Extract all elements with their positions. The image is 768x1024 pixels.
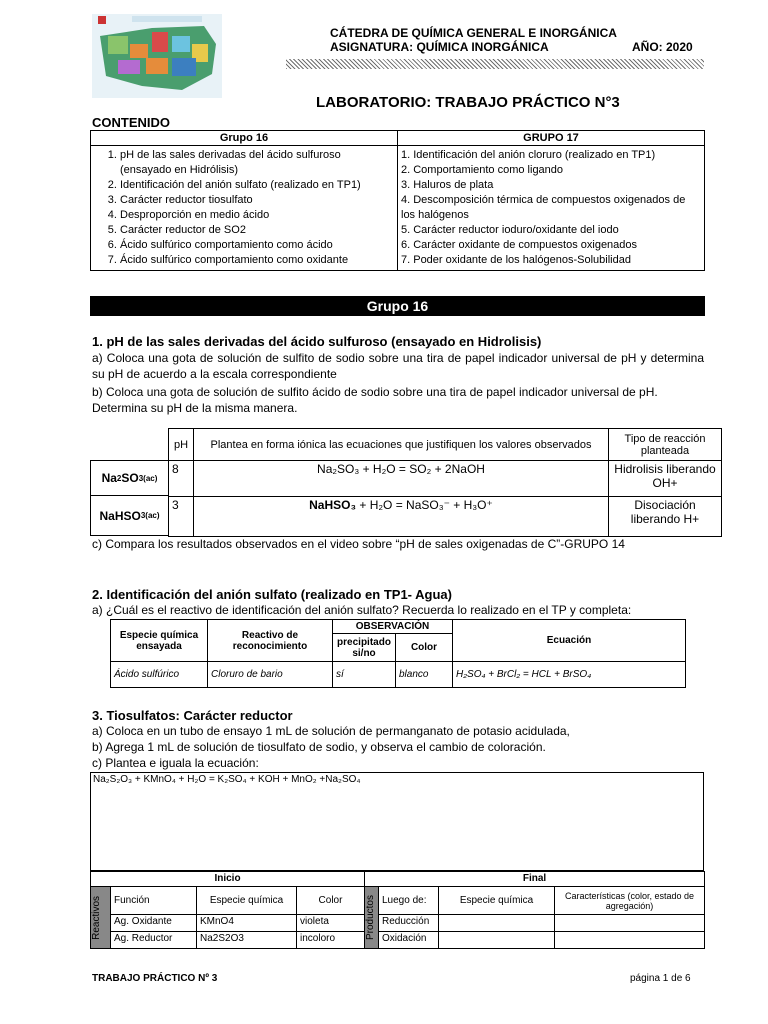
th-color: Color xyxy=(396,634,453,662)
list-item: 3. Carácter reductor tiosulfato xyxy=(120,193,394,208)
reactivos-label: Reactivos xyxy=(91,895,102,940)
th-color-inicio: Color xyxy=(297,887,365,915)
s3-a: a) Coloca en un tubo de ensayo 1 mL de solución de permanganato de potasio acidulada, xyxy=(92,724,570,738)
ph-table xyxy=(168,428,722,537)
r1-tipo: Hidrolisis liberando OH+ xyxy=(609,461,722,497)
r1-ph: 8 xyxy=(169,461,194,497)
s3-title: 3. Tiosulfatos: Carácter reductor xyxy=(92,708,293,723)
row-label-na2so3: Na 2 SO 3(ac) xyxy=(90,460,168,496)
page-title: LABORATORIO: TRABAJO PRÁCTICO N°3 xyxy=(316,94,620,111)
r2-especie: Na2S2O3 xyxy=(197,932,297,949)
list-item: 2. Identificación del anión sulfato (realizado en TP1) xyxy=(120,178,394,193)
th-tipo: Tipo de reacción planteada xyxy=(609,429,722,461)
th-eq: Plantea en forma iónica las ecuaciones que justifiquen los valores observados xyxy=(194,429,609,461)
footer-page: página 1 de 6 xyxy=(630,973,691,984)
r2-tipo: Disociación liberando H+ xyxy=(609,497,722,537)
th-caracteristicas: Características (color, estado de agregación) xyxy=(555,887,705,915)
sulfato-table xyxy=(110,619,686,688)
r2-eq xyxy=(194,497,609,537)
r1-color: violeta xyxy=(297,915,365,932)
g16-header: Grupo 16 xyxy=(91,131,398,146)
list-item: 2. Comportamiento como ligando xyxy=(401,164,564,176)
equation-text: Na₂S₂O₃ + KMnO₄ + H₂O = K₂SO₄ + KOH + MnO₂ +Na₂SO₄ xyxy=(93,774,361,785)
r2-eq-rest: + H₂O = NaSO₃⁻ + H₃O⁺ xyxy=(356,498,493,512)
contenido-label: CONTENIDO xyxy=(92,115,170,130)
r2-eq-bold: NaHSO₃ xyxy=(309,498,357,512)
th-obs: OBSERVACIÓN xyxy=(333,620,453,634)
row-label-nahso3: NaHSO 3(ac) xyxy=(90,496,168,536)
th-especie-final: Especie química xyxy=(439,887,555,915)
final-header: Final xyxy=(365,872,705,887)
r2-caracteristicas[interactable] xyxy=(555,932,705,949)
r2-especie-final[interactable] xyxy=(439,932,555,949)
list-item: 7. Ácido sulfúrico comportamiento como oxidante xyxy=(120,253,394,268)
g17-list xyxy=(398,146,705,271)
decorative-divider xyxy=(286,59,704,69)
s3-c: c) Plantea e iguala la ecuación: xyxy=(92,756,259,770)
equation-box[interactable] xyxy=(90,772,704,871)
list-item: 6. Carácter oxidante de compuestos oxigenados xyxy=(401,239,638,251)
r2-luego: Oxidación xyxy=(379,932,439,949)
s2-a: a) ¿Cuál es el reactivo de identificación del anión sulfato? Recuerda lo realizado en el TP y completa: xyxy=(92,603,632,617)
r1-funcion: Ag. Oxidante xyxy=(111,915,197,932)
list-item: 7. Poder oxidante de los halógenos-Solubilidad xyxy=(401,254,631,266)
list-item: 5. Carácter reductor ioduro/oxidante del iodo xyxy=(401,224,619,236)
productos-cell xyxy=(365,887,379,949)
g16-list xyxy=(94,148,394,268)
th-funcion: Función xyxy=(111,887,197,915)
row-color: blanco xyxy=(396,662,453,688)
s1-b: b) Coloca una gota de solución de sulfito ácido de sodio sobre una tira de papel indicador universal de pH. Determina su pH de la misma manera. xyxy=(92,385,658,415)
inicio-header: Inicio xyxy=(91,872,365,887)
header-year: AÑO: 2020 xyxy=(632,40,693,54)
list-item: 1. pH de las sales derivadas del ácido sulfuroso (ensayado en Hidrólisis) xyxy=(120,148,394,178)
list-item: 1. Identificación del anión cloruro (realizado en TP1) xyxy=(401,149,656,161)
th-ecuacion: Ecuación xyxy=(453,620,686,662)
footer-left: TRABAJO PRÁCTICO Nº 3 xyxy=(92,973,218,984)
th-especie: Especie química ensayada xyxy=(111,620,208,662)
header-line1: CÁTEDRA DE QUÍMICA GENERAL E INORGÁNICA xyxy=(330,26,617,40)
s1-a: a) Coloca una gota de solución de sulfito de sodio sobre una tira de papel indicador universal de pH y determina su pH de acuerdo a la escala correspondiente xyxy=(92,351,704,381)
th-ph: pH xyxy=(169,429,194,461)
s3-b: b) Agrega 1 mL de solución de tiosulfato de sodio, y observa el cambio de coloración. xyxy=(92,740,546,754)
list-item: 3. Haluros de plata xyxy=(401,179,494,191)
r2-color: incoloro xyxy=(297,932,365,949)
section-banner: Grupo 16 xyxy=(90,296,705,316)
s2-title: 2. Identificación del anión sulfato (realizado en TP1- Agua) xyxy=(92,587,452,602)
row-prec: sí xyxy=(333,662,396,688)
list-item: 6. Ácido sulfúrico comportamiento como ácido xyxy=(120,238,394,253)
g17-header: GRUPO 17 xyxy=(398,131,705,146)
th-luego: Luego de: xyxy=(379,887,439,915)
reactivos-cell xyxy=(91,887,111,949)
s1-title: 1. pH de las sales derivadas del ácido sulfuroso (ensayado en Hidrolisis) xyxy=(92,334,542,349)
r1-especie: KMnO4 xyxy=(197,915,297,932)
s1-c: c) Compara los resultados observados en el video sobre “pH de sales oxigenadas de C”-GRUPO 14 xyxy=(92,537,625,551)
th-especie-inicio: Especie química xyxy=(197,887,297,915)
r1-caracteristicas[interactable] xyxy=(555,915,705,932)
contenido-table xyxy=(90,130,705,271)
inicio-final-table xyxy=(90,871,705,949)
r1-especie-final[interactable] xyxy=(439,915,555,932)
r1-luego: Reducción xyxy=(379,915,439,932)
list-item: 5. Carácter reductor de SO2 xyxy=(120,223,394,238)
periodic-table-logo xyxy=(92,14,222,98)
r1-eq: Na₂SO₃ + H₂O = SO₂ + 2NaOH xyxy=(194,461,609,497)
r2-funcion: Ag. Reductor xyxy=(111,932,197,949)
r2-ph: 3 xyxy=(169,497,194,537)
list-item: 4. Desproporción en medio ácido xyxy=(120,208,394,223)
header-line2: ASIGNATURA: QUÍMICA INORGÁNICA xyxy=(330,40,549,54)
list-item: 4. Descomposición térmica de compuestos oxigenados de los halógenos xyxy=(401,194,686,221)
row-ecuacion: H₂SO₄ + BrCl₂ = HCL + BrSO₄ xyxy=(453,662,686,688)
th-prec: precipitado si/no xyxy=(333,634,396,662)
productos-label: Productos xyxy=(365,894,376,941)
th-reactivo: Reactivo de reconocimiento xyxy=(208,620,333,662)
row-reactivo: Cloruro de bario xyxy=(208,662,333,688)
row-especie: Ácido sulfúrico xyxy=(111,662,208,688)
